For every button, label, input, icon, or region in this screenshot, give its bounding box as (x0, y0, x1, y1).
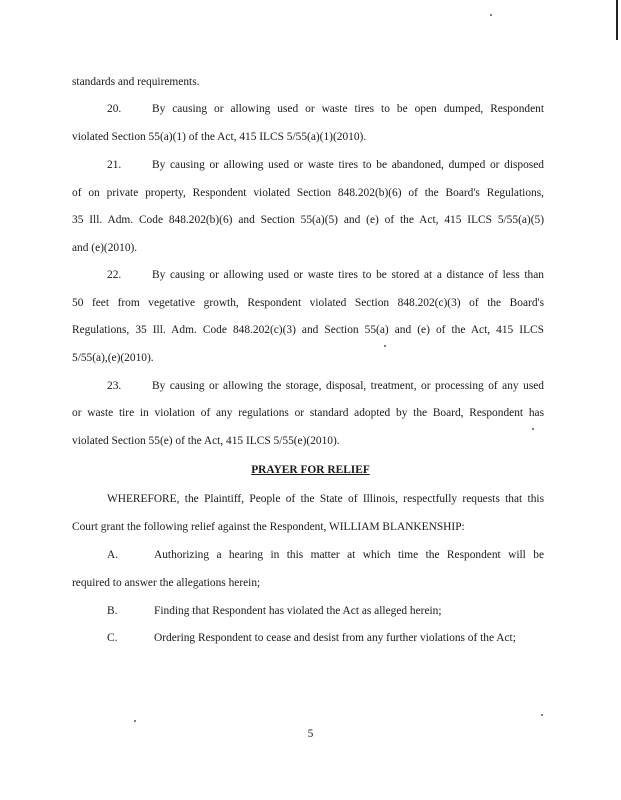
paragraph-21-line-3: 35 Ill. Adm. Code 848.202(b)(6) and Section 55(a)(5) and (e) of the Act, 415 ILCS 5/55(a)(5) (72, 214, 544, 226)
paragraph-23-line-2: or waste tire in violation of any regulations or standard adopted by the Board, Respondent has (72, 407, 544, 419)
relief-item-a-line-2: required to answer the allegations herein; (72, 577, 261, 589)
paragraph-text: Finding that Respondent has violated the Act as alleged herein; (154, 605, 442, 617)
scan-edge-mark (616, 0, 618, 40)
paragraph-21-line-1 (72, 158, 544, 172)
paragraph-20-line-1 (72, 102, 544, 116)
relief-item-b (72, 604, 544, 618)
page-number: 5 (307, 728, 314, 740)
paragraph-22-line-4: 5/55(a),(e)(2010). (72, 352, 154, 364)
paragraph-21-line-4: and (e)(2010). (72, 242, 138, 254)
relief-item-letter: B. (107, 605, 118, 617)
paragraph-20-line-2: violated Section 55(a)(1) of the Act, 415 ILCS 5/55(a)(1)(2010). (72, 131, 367, 143)
paragraph-23-line-1 (72, 379, 544, 393)
paragraph-text: By causing or allowing used or waste tires to be stored at a distance of less than (152, 269, 544, 281)
paragraph-text: Authorizing a hearing in this matter at which time the Respondent will be (154, 549, 544, 561)
wherefore-line-1 (72, 492, 544, 506)
text-line: standards and requirements. (72, 76, 200, 88)
relief-item-letter: C. (107, 632, 118, 644)
relief-item-a-line-1 (72, 548, 544, 562)
paragraph-number: 20. (107, 103, 122, 115)
wherefore-line-2: Court grant the following relief against the Respondent, WILLIAM BLANKENSHIP: (72, 521, 465, 533)
paragraph-21-line-2: of on private property, Respondent violated Section 848.202(b)(6) of the Board's Regulations, (72, 187, 544, 199)
paragraph-text: Ordering Respondent to cease and desist from any further violations of the Act; (154, 632, 516, 644)
scan-speck (490, 14, 492, 16)
relief-item-c (72, 631, 544, 645)
paragraph-number: 22. (107, 269, 122, 281)
paragraph-text: WHEREFORE, the Plaintiff, People of the State of Illinois, respectfully requests that this (107, 493, 544, 505)
paragraph-text: By causing or allowing used or waste tires to be abandoned, dumped or disposed (152, 159, 544, 171)
paragraph-22-line-1 (72, 268, 544, 282)
scan-speck (134, 720, 136, 722)
paragraph-number: 23. (107, 380, 122, 392)
scan-speck (532, 428, 534, 430)
paragraph-23-line-3: violated Section 55(e) of the Act, 415 ILCS 5/55(e)(2010). (72, 435, 340, 447)
paragraph-22-line-2: 50 feet from vegetative growth, Respondent violated Section 848.202(c)(3) of the Board's (72, 297, 544, 309)
paragraph-text: By causing or allowing the storage, disposal, treatment, or processing of any used (152, 380, 544, 392)
scan-speck (384, 345, 386, 347)
paragraph-22-line-3: Regulations, 35 Ill. Adm. Code 848.202(c)(3) and Section 55(a) and (e) of the Act, 415 ILCS (72, 324, 544, 336)
paragraph-text: By causing or allowing used or waste tires to be open dumped, Respondent (152, 103, 544, 115)
relief-item-letter: A. (107, 549, 119, 561)
prayer-for-relief-heading: PRAYER FOR RELIEF (251, 464, 370, 476)
paragraph-number: 21. (107, 159, 122, 171)
scan-speck (541, 714, 543, 716)
